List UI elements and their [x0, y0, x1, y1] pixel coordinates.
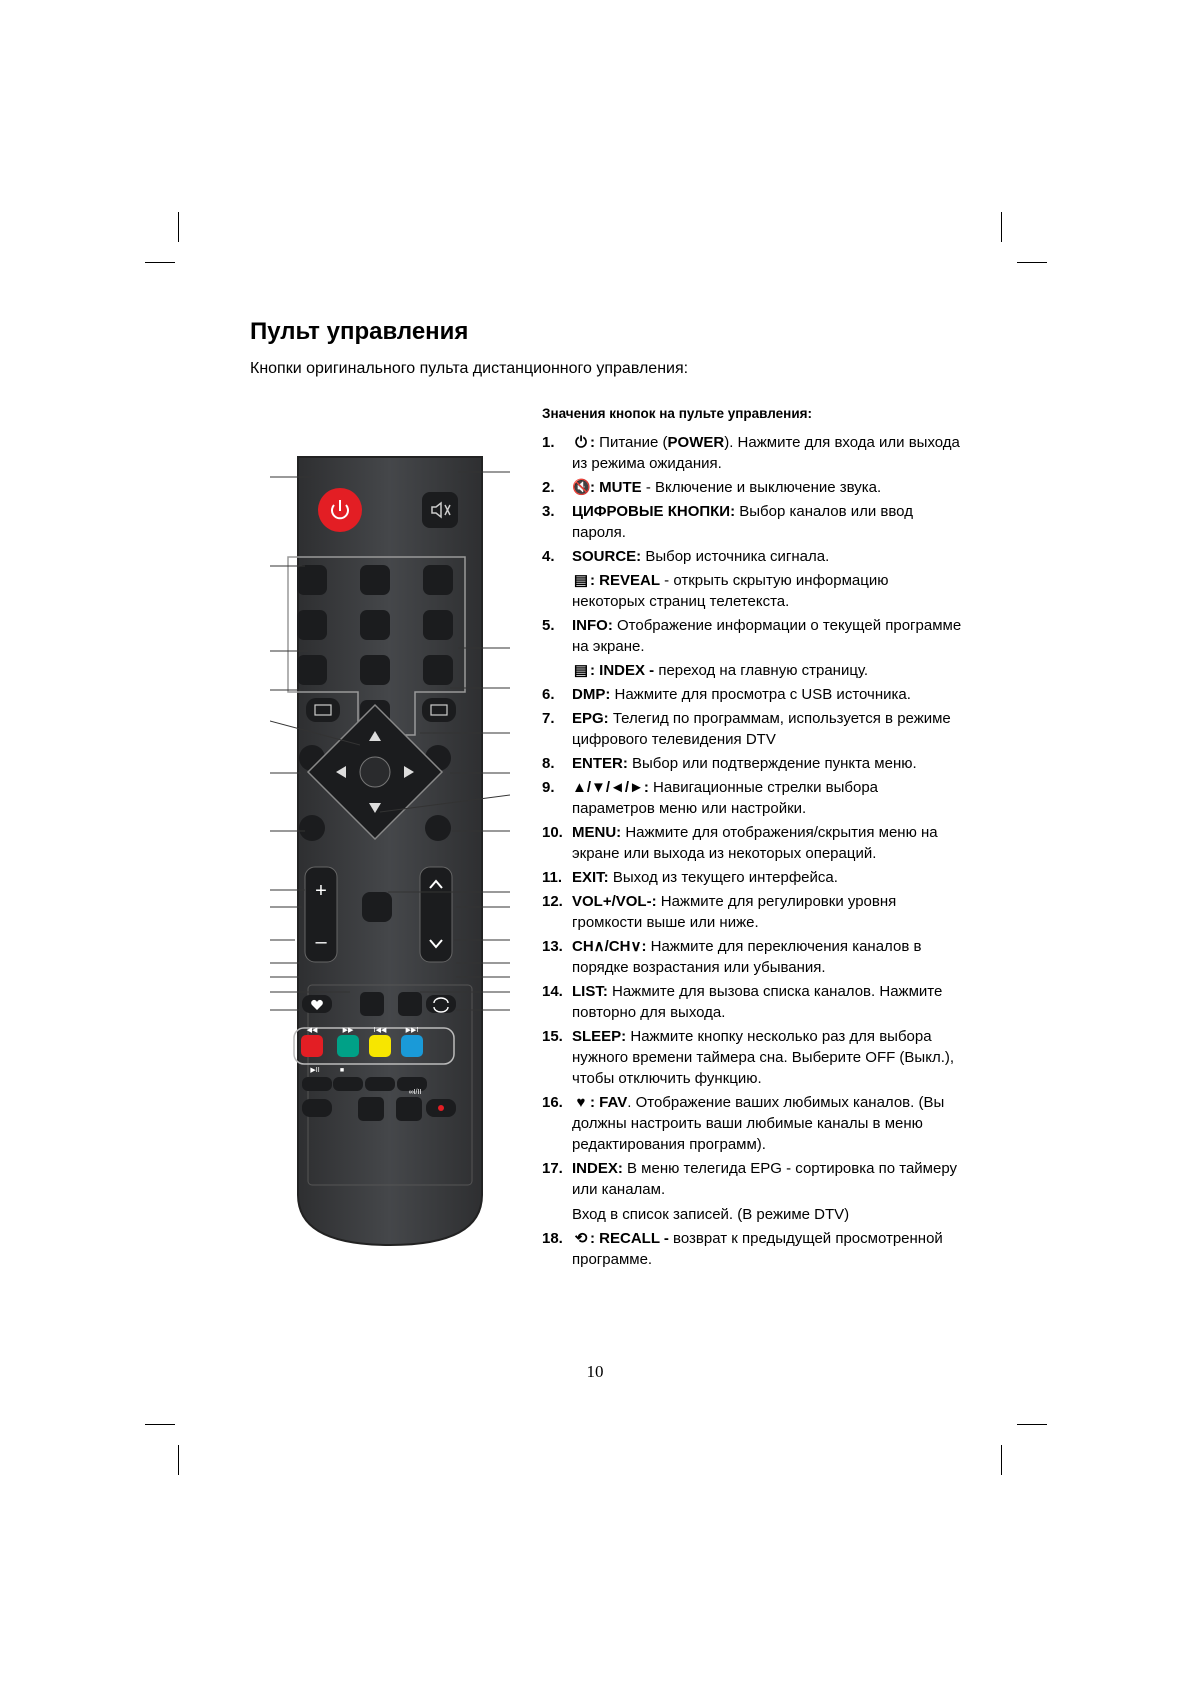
- legend-item: [542, 708, 962, 750]
- digit-button: [297, 610, 327, 640]
- sleep-button: [360, 992, 384, 1016]
- legend-item-number: 4.: [542, 548, 555, 565]
- crop-mark: [178, 1445, 179, 1475]
- legend-item-description: Нажмите для регулировки уровня громкости выше или ниже.: [572, 893, 897, 931]
- list2-button: [302, 1077, 332, 1091]
- green-key: [337, 1035, 359, 1057]
- legend-item-number: 16.: [542, 1094, 563, 1111]
- legend-item-text: [572, 684, 962, 705]
- crop-mark: [1001, 212, 1002, 242]
- legend-item-term: : INDEX -: [590, 662, 655, 679]
- legend-item: [542, 981, 962, 1023]
- legend-item-number: 6.: [542, 686, 555, 703]
- legend-item-term: EPG:: [572, 710, 609, 727]
- legend-item-number: 5.: [542, 617, 555, 634]
- legend-item-description: В меню телегида EPG - сортировка по таймеру или каналам.: [572, 1160, 958, 1198]
- legend-item-text: [572, 1026, 962, 1089]
- page-title: Пульт управления: [250, 318, 469, 345]
- legend-item-number: 9.: [542, 779, 555, 796]
- legend-item-text: [572, 981, 962, 1023]
- legend-item-number: 18.: [542, 1230, 563, 1247]
- crop-mark: [178, 212, 179, 242]
- legend-item-number: [542, 570, 572, 612]
- digit-button: [423, 610, 453, 640]
- legend-item-term: : MUTE: [590, 479, 642, 496]
- media-label: I◀◀: [373, 1027, 387, 1034]
- digit-button: [297, 655, 327, 685]
- legend-item-description: Выбор каналов или ввод пароля.: [572, 503, 913, 541]
- remote-control-illustration: [270, 455, 510, 1255]
- mute-button: [422, 492, 458, 528]
- crop-mark: [145, 262, 175, 263]
- sleep2-button: [358, 1097, 384, 1121]
- vol-plus-label: +: [315, 880, 327, 902]
- legend-item: [542, 477, 962, 498]
- exit-button: [425, 815, 451, 841]
- vol-minus-label: –: [315, 931, 327, 953]
- legend-item-description: Нажмите для переключения каналов в порядке возрастания или убывания.: [572, 938, 922, 976]
- index17-button: [398, 992, 422, 1016]
- digit-button: [297, 565, 327, 595]
- legend-item-term: : FAV: [590, 1094, 628, 1111]
- legend-item-term: CH∧/CH∨:: [572, 938, 647, 955]
- legend-item-term: LIST:: [572, 983, 608, 1000]
- legend-item-description: Нажмите для вызова списка каналов. Нажмите повторно для выхода.: [572, 983, 943, 1021]
- subtitle-button: [333, 1077, 363, 1091]
- legend-item-text: [572, 1228, 962, 1270]
- legend-heading: Значения кнопок на пульте управления:: [542, 406, 812, 421]
- index-icon: ▤: [573, 662, 589, 679]
- legend-item-description: Нажмите кнопку несколько раз для выбора нужного времени таймера сна. Выберите OFF (Выкл.), чтобы отключить функцию.: [572, 1028, 955, 1087]
- legend-item-number: 12.: [542, 893, 563, 910]
- legend-item-term: ▲/▼/◄/►:: [572, 779, 649, 796]
- legend-item-term: VOL+/VOL-:: [572, 893, 657, 910]
- crop-mark: [1017, 1424, 1047, 1425]
- legend-item-term: : REVEAL: [590, 572, 661, 589]
- legend-item-description: ). Нажмите для входа или выхода из режима ожидания.: [572, 434, 960, 472]
- legend-item-term: MENU:: [572, 824, 622, 841]
- legend-item-description: Нажмите для просмотра с USB источника.: [610, 686, 911, 703]
- legend-item: [542, 1228, 962, 1270]
- legend-item-description: возврат к предыдущей просмотренной программе.: [572, 1230, 943, 1268]
- legend-item-number: 14.: [542, 983, 563, 1000]
- legend-item: [542, 1158, 962, 1225]
- legend-item-term: ENTER:: [572, 755, 628, 772]
- reveal-button: [306, 698, 340, 722]
- legend-item: [542, 777, 962, 819]
- digit-button: [360, 565, 390, 595]
- legend-item: [542, 432, 962, 474]
- legend-item: [542, 615, 962, 657]
- legend-item-term: SOURCE:: [572, 548, 642, 565]
- legend-item-number: 1.: [542, 434, 555, 451]
- legend-item-term: SLEEP:: [572, 1028, 627, 1045]
- legend-item-text: [572, 1158, 962, 1225]
- legend-item-description: - открыть скрытую информацию некоторых страниц телетекста.: [572, 572, 889, 610]
- index-button: [422, 698, 456, 722]
- epg2-button: [365, 1077, 395, 1091]
- legend-item-number: 11.: [542, 869, 563, 886]
- legend-item-description: Выбор источника сигнала.: [641, 548, 830, 565]
- legend-item-term: INDEX:: [572, 1160, 623, 1177]
- legend-item-number: [542, 660, 572, 681]
- power-icon: ⏻: [575, 434, 587, 451]
- legend-item-number: 15.: [542, 1028, 563, 1045]
- red-key: [301, 1035, 323, 1057]
- legend-item-text: [572, 753, 962, 774]
- legend-item: [542, 684, 962, 705]
- small-label: ■: [339, 1067, 345, 1074]
- legend-item-term: : RECALL -: [590, 1230, 669, 1247]
- legend-item-text: [572, 615, 962, 657]
- record-icon: [438, 1105, 444, 1111]
- recall-icon: ⟲: [574, 1230, 588, 1247]
- legend-item-number: 8.: [542, 755, 555, 772]
- digit-button: [360, 655, 390, 685]
- media-label: ▶▶: [342, 1027, 354, 1034]
- legend-item: [542, 660, 962, 681]
- media-label: ▶▶I: [405, 1027, 419, 1034]
- legend-item-term: INFO:: [572, 617, 613, 634]
- legend-item: [542, 867, 962, 888]
- legend-item-term: DMP:: [572, 686, 611, 703]
- legend-item: [542, 822, 962, 864]
- legend-item-number: 17.: [542, 1160, 563, 1177]
- media-label: ◀◀: [306, 1027, 318, 1034]
- list-button: [362, 892, 392, 922]
- heart-icon: ♥: [576, 1094, 586, 1111]
- blue-key: [401, 1035, 423, 1057]
- legend-item-description: Питание (: [599, 434, 668, 451]
- small-label: ▶II: [310, 1067, 320, 1074]
- legend-item-term: ЦИФРОВЫЕ КНОПКИ:: [572, 503, 736, 520]
- legend-item-description: переход на главную страницу.: [654, 662, 869, 679]
- legend-item-description: Нажмите для отображения/скрытия меню на экране или выхода из некоторых операций.: [572, 824, 938, 862]
- legend-item-number: 10.: [542, 824, 563, 841]
- legend-item: [542, 570, 962, 612]
- legend-item-text: [572, 822, 962, 864]
- legend-item: [542, 753, 962, 774]
- legend-item-text: [572, 777, 962, 819]
- legend-item-number: 7.: [542, 710, 555, 727]
- legend-item-term: :: [590, 434, 600, 451]
- legend-item: [542, 891, 962, 933]
- legend-item-extra: Вход в список записей. (В режиме DTV): [572, 1206, 850, 1223]
- legend-item: [542, 501, 962, 543]
- legend-item-text: [572, 708, 962, 750]
- legend-item-description: Навигационные стрелки выбора параметров меню или настройки.: [572, 779, 879, 817]
- button-legend-list: [542, 432, 962, 1273]
- legend-item-number: 13.: [542, 938, 563, 955]
- digit-button: [423, 655, 453, 685]
- legend-item-description: Отображение информации о текущей программе на экране.: [572, 617, 962, 655]
- legend-item-text: [572, 891, 962, 933]
- legend-item-description: Телегид по программам, используется в режиме цифрового телевидения DTV: [572, 710, 951, 748]
- legend-item-text: [572, 1092, 962, 1155]
- legend-item-description: . Отображение ваших любимых каналов. (Вы должны настроить ваши любимые каналы в меню редактирования программ).: [572, 1094, 945, 1153]
- tv-button: [302, 1099, 332, 1117]
- legend-item-text: [572, 432, 962, 474]
- yellow-key: [369, 1035, 391, 1057]
- legend-item: [542, 1092, 962, 1155]
- legend-item: [542, 546, 962, 567]
- legend-item-text: [572, 867, 962, 888]
- digit-button: [360, 610, 390, 640]
- legend-item-number: 2.: [542, 479, 555, 496]
- legend-item-text: [572, 501, 962, 543]
- small-label: ∞I/II: [408, 1089, 422, 1096]
- legend-item-term: EXIT:: [572, 869, 609, 886]
- legend-item-text: [572, 660, 962, 681]
- legend-item-description: - Включение и выключение звука.: [641, 479, 882, 496]
- mute-icon: 🔇: [572, 479, 591, 496]
- legend-item-term: POWER: [667, 434, 725, 451]
- legend-item-description: Выход из текущего интерфейса.: [608, 869, 838, 886]
- legend-item-text: [572, 936, 962, 978]
- legend-item-text: [572, 546, 962, 567]
- legend-item-description: Выбор или подтверждение пункта меню.: [627, 755, 917, 772]
- crop-mark: [1001, 1445, 1002, 1475]
- legend-item-text: [572, 570, 962, 612]
- legend-item-number: 3.: [542, 503, 555, 520]
- audio-button: [396, 1097, 422, 1121]
- reveal-icon: ▤: [573, 572, 589, 589]
- legend-item: [542, 936, 962, 978]
- crop-mark: [1017, 262, 1047, 263]
- enter-button: [360, 757, 390, 787]
- menu-button: [299, 815, 325, 841]
- legend-item-text: [572, 477, 962, 498]
- page-subtitle: Кнопки оригинального пульта дистанционного управления:: [250, 360, 689, 377]
- page-number: 10: [586, 1362, 604, 1381]
- digit-button: [423, 565, 453, 595]
- crop-mark: [145, 1424, 175, 1425]
- legend-item: [542, 1026, 962, 1089]
